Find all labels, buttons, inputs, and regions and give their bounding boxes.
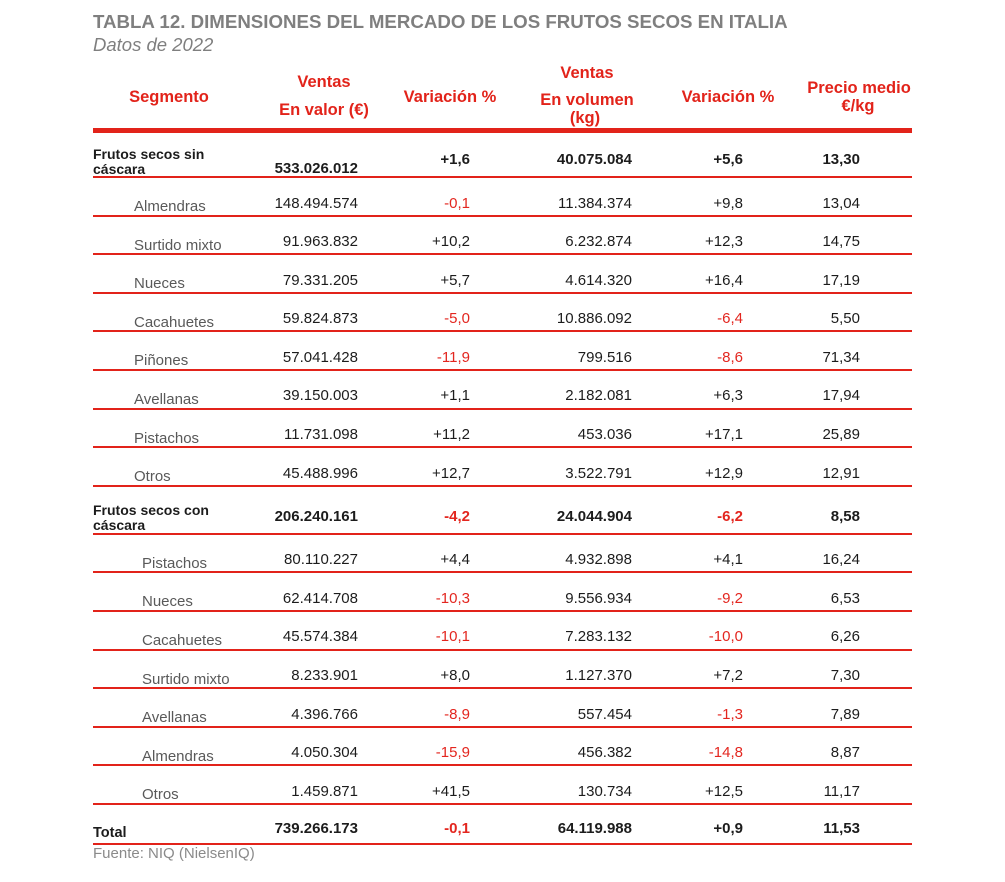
value-change-cell: -10,1 bbox=[435, 628, 470, 646]
volume-change-cell: +9,8 bbox=[713, 194, 743, 212]
sales-volume-cell: 453.036 bbox=[577, 426, 632, 444]
sales-value-cell: 45.488.996 bbox=[282, 464, 358, 482]
segment-label: Nueces bbox=[142, 593, 193, 611]
avg-price-cell: 17,19 bbox=[822, 271, 860, 289]
avg-price-cell: 13,04 bbox=[822, 194, 860, 212]
avg-price-cell: 7,89 bbox=[830, 705, 860, 723]
volume-change-cell: +5,6 bbox=[713, 151, 743, 168]
value-change-cell: +12,7 bbox=[432, 464, 470, 482]
value-change-cell: +10,2 bbox=[432, 233, 470, 251]
volume-change-cell: -1,3 bbox=[717, 705, 743, 723]
sales-value-cell: 45.574.384 bbox=[282, 628, 358, 646]
sales-volume-cell: 24.044.904 bbox=[556, 507, 632, 525]
avg-price-cell: 11,17 bbox=[823, 782, 860, 800]
source-note: Fuente: NIQ (NielsenIQ) bbox=[93, 845, 255, 862]
table-row bbox=[93, 371, 912, 410]
avg-price-cell: 25,89 bbox=[822, 426, 860, 444]
sales-value-cell: 148.494.574 bbox=[274, 194, 358, 212]
segment-label: Piñones bbox=[134, 352, 189, 370]
sales-volume-cell: 3.522.791 bbox=[565, 464, 632, 482]
value-change-cell: +8,0 bbox=[440, 667, 470, 685]
header-value-change: Variación % bbox=[403, 88, 497, 106]
sales-value-cell: 4.050.304 bbox=[291, 744, 358, 762]
avg-price-cell: 17,94 bbox=[822, 387, 860, 405]
sales-volume-cell: 130.734 bbox=[577, 782, 632, 800]
segment-label: Otros bbox=[134, 468, 171, 486]
segment-label: Cacahuetes bbox=[142, 631, 223, 649]
volume-change-cell: +16,4 bbox=[705, 271, 743, 289]
table-row bbox=[93, 728, 912, 767]
sales-volume-cell: 6.232.874 bbox=[565, 233, 632, 251]
avg-price-cell: 6,26 bbox=[830, 628, 860, 646]
sales-value-cell: 59.824.873 bbox=[282, 310, 358, 328]
volume-change-cell: +12,3 bbox=[705, 233, 743, 251]
sales-volume-cell: 11.384.374 bbox=[558, 194, 632, 212]
sales-volume-cell: 64.119.988 bbox=[557, 819, 632, 837]
value-change-cell: +1,6 bbox=[440, 151, 470, 168]
group-row bbox=[93, 487, 912, 535]
sales-value-cell: 62.414.708 bbox=[282, 589, 358, 607]
group-row bbox=[93, 133, 912, 178]
header-sales-volume-line1: Ventas bbox=[560, 64, 614, 82]
header-avg-price-line1: Precio medio bbox=[807, 79, 911, 97]
sales-volume-cell: 456.382 bbox=[577, 744, 632, 762]
sales-volume-cell: 7.283.132 bbox=[565, 628, 632, 646]
avg-price-cell: 12,91 bbox=[822, 464, 860, 482]
sales-value-cell: 739.266.173 bbox=[274, 819, 358, 837]
volume-change-cell: -6,2 bbox=[717, 507, 743, 525]
value-change-cell: -0,1 bbox=[444, 194, 470, 212]
group-label: Frutos secos con cáscara bbox=[93, 501, 209, 533]
segment-label: Cacahuetes bbox=[134, 313, 215, 331]
table-row bbox=[93, 766, 912, 805]
table-row bbox=[93, 689, 912, 728]
segment-label: Otros bbox=[142, 786, 179, 804]
sales-value-cell: 11.731.098 bbox=[284, 426, 358, 444]
avg-price-cell: 6,53 bbox=[830, 589, 860, 607]
sales-value-cell: 91.963.832 bbox=[282, 233, 358, 251]
sales-value-cell: 57.041.428 bbox=[282, 348, 358, 366]
avg-price-cell: 71,34 bbox=[822, 348, 860, 366]
sales-volume-cell: 4.614.320 bbox=[565, 271, 632, 289]
avg-price-cell: 7,30 bbox=[830, 667, 860, 685]
sales-value-cell: 8.233.901 bbox=[291, 667, 358, 685]
segment-label: Avellanas bbox=[134, 390, 199, 408]
total-row bbox=[93, 805, 912, 845]
table-subtitle: Datos de 2022 bbox=[93, 34, 214, 55]
header-sales-volume-line3: (kg) bbox=[569, 109, 601, 127]
sales-volume-cell: 4.932.898 bbox=[565, 551, 632, 569]
avg-price-cell: 11,53 bbox=[823, 819, 860, 837]
sales-volume-cell: 2.182.081 bbox=[565, 387, 632, 405]
data-table bbox=[93, 133, 912, 845]
volume-change-cell: +17,1 bbox=[705, 426, 743, 444]
table-row bbox=[93, 573, 912, 612]
segment-label: Surtido mixto bbox=[134, 236, 222, 254]
sales-volume-cell: 557.454 bbox=[577, 705, 632, 723]
sales-volume-cell: 9.556.934 bbox=[565, 589, 632, 607]
table-row bbox=[93, 448, 912, 487]
table-row bbox=[93, 651, 912, 690]
value-change-cell: -0,1 bbox=[444, 819, 470, 837]
header-avg-price-line2: €/kg bbox=[841, 97, 875, 115]
value-change-cell: +5,7 bbox=[440, 271, 470, 289]
table-row bbox=[93, 178, 912, 217]
segment-label: Almendras bbox=[142, 747, 214, 765]
segment-label: Avellanas bbox=[142, 709, 207, 727]
table-row bbox=[93, 410, 912, 449]
segment-label: Nueces bbox=[134, 275, 185, 293]
avg-price-cell: 16,24 bbox=[822, 551, 860, 569]
sales-volume-cell: 799.516 bbox=[577, 348, 632, 366]
table-title: TABLA 12. DIMENSIONES DEL MERCADO DE LOS FRUTOS SECOS EN ITALIA bbox=[93, 11, 788, 32]
table-row bbox=[93, 612, 912, 651]
value-change-cell: +1,1 bbox=[440, 387, 470, 405]
segment-label: Pistachos bbox=[142, 554, 208, 572]
sales-value-cell: 4.396.766 bbox=[291, 705, 358, 723]
sales-volume-cell: 1.127.370 bbox=[565, 667, 632, 685]
table-row bbox=[93, 535, 912, 574]
total-label: Total bbox=[93, 824, 127, 841]
header-sales-value-line2: En valor (€) bbox=[279, 101, 369, 119]
header-sales-volume-line2: En volumen bbox=[540, 91, 634, 109]
segment-label: Almendras bbox=[134, 198, 206, 215]
value-change-cell: -8,9 bbox=[444, 705, 470, 723]
avg-price-cell: 8,58 bbox=[830, 507, 860, 525]
volume-change-cell: +6,3 bbox=[713, 387, 743, 405]
value-change-cell: -10,3 bbox=[435, 589, 470, 607]
volume-change-cell: -10,0 bbox=[708, 628, 743, 646]
table-row bbox=[93, 255, 912, 294]
table-row bbox=[93, 332, 912, 371]
value-change-cell: -15,9 bbox=[435, 744, 470, 762]
sales-volume-cell: 40.075.084 bbox=[556, 151, 632, 168]
sales-value-cell: 80.110.227 bbox=[284, 551, 358, 569]
avg-price-cell: 5,50 bbox=[830, 310, 860, 328]
value-change-cell: -11,9 bbox=[436, 348, 470, 366]
sales-value-cell: 533.026.012 bbox=[274, 160, 358, 177]
value-change-cell: +41,5 bbox=[432, 782, 470, 800]
volume-change-cell: +0,9 bbox=[713, 819, 743, 837]
avg-price-cell: 13,30 bbox=[822, 151, 860, 168]
segment-label: Surtido mixto bbox=[142, 670, 230, 688]
volume-change-cell: +12,5 bbox=[705, 782, 743, 800]
sales-value-cell: 79.331.205 bbox=[282, 271, 358, 289]
volume-change-cell: -14,8 bbox=[708, 744, 743, 762]
sales-volume-cell: 10.886.092 bbox=[556, 310, 632, 328]
value-change-cell: +4,4 bbox=[440, 551, 470, 569]
sales-value-cell: 39.150.003 bbox=[282, 387, 358, 405]
segment-label: Pistachos bbox=[134, 429, 200, 447]
avg-price-cell: 14,75 bbox=[822, 233, 860, 251]
header-sales-value-line1: Ventas bbox=[297, 73, 351, 91]
volume-change-cell: -8,6 bbox=[717, 348, 743, 366]
header-volume-change: Variación % bbox=[681, 88, 775, 106]
sales-value-cell: 1.459.871 bbox=[291, 782, 358, 800]
volume-change-cell: +12,9 bbox=[705, 464, 743, 482]
table-row bbox=[93, 217, 912, 256]
value-change-cell: -5,0 bbox=[444, 310, 470, 328]
value-change-cell: +11,2 bbox=[433, 426, 470, 444]
volume-change-cell: -9,2 bbox=[717, 589, 743, 607]
volume-change-cell: -6,4 bbox=[717, 310, 743, 328]
volume-change-cell: +4,1 bbox=[713, 551, 743, 569]
header-segment: Segmento bbox=[129, 88, 209, 106]
value-change-cell: -4,2 bbox=[444, 507, 470, 525]
table-row bbox=[93, 294, 912, 333]
group-label: Frutos secos sin cáscara bbox=[93, 146, 205, 177]
sales-value-cell: 206.240.161 bbox=[274, 507, 358, 525]
volume-change-cell: +7,2 bbox=[713, 667, 743, 685]
avg-price-cell: 8,87 bbox=[830, 744, 860, 762]
